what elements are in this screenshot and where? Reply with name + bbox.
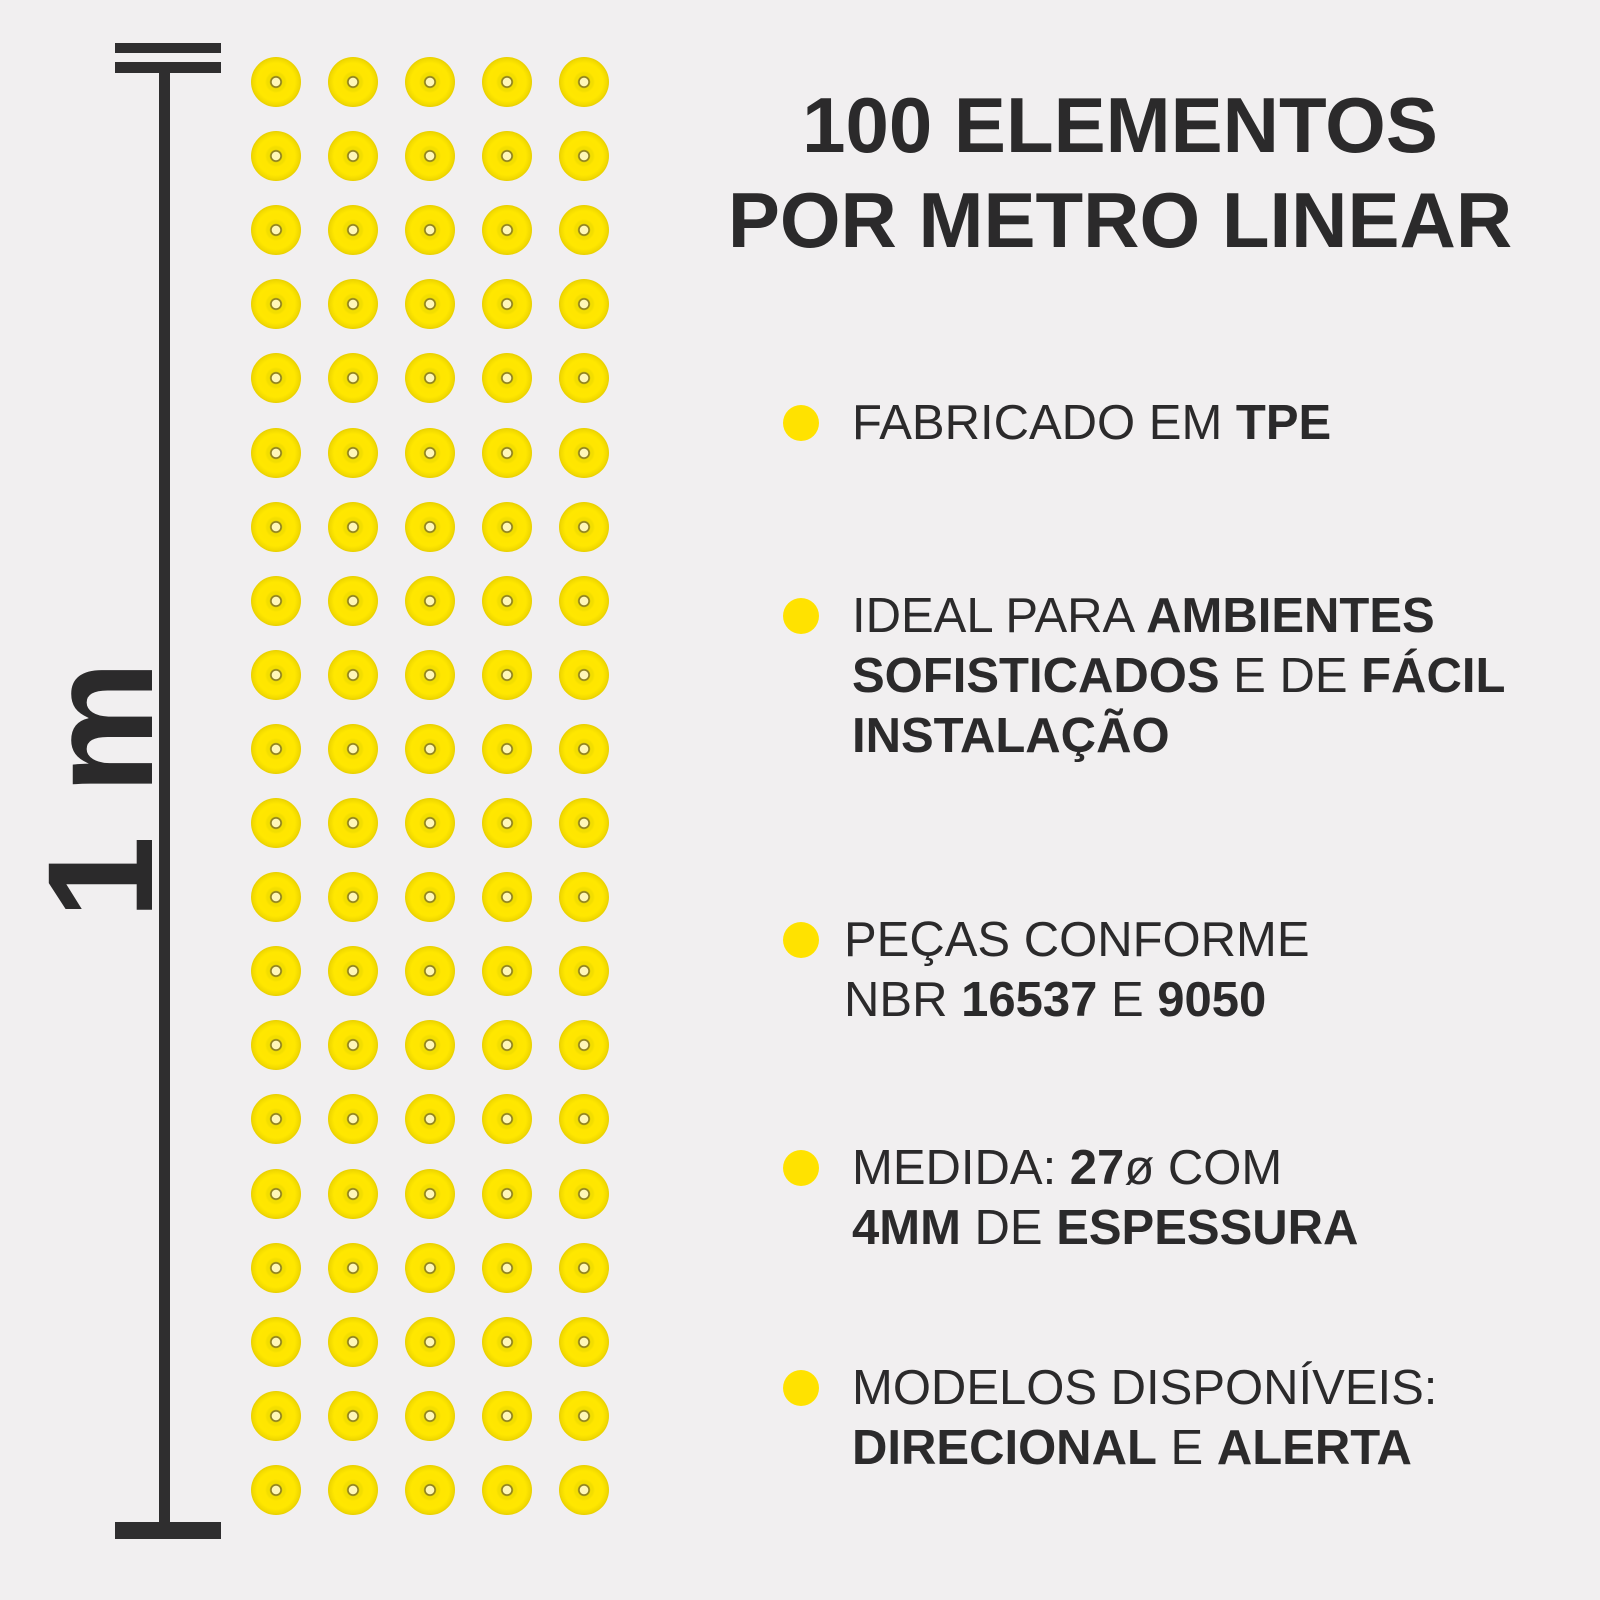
- tactile-stud: [405, 946, 455, 996]
- tactile-stud: [251, 798, 301, 848]
- tactile-stud: [482, 1020, 532, 1070]
- feature-text: PEÇAS CONFORME: [844, 913, 1310, 967]
- tactile-stud: [405, 1465, 455, 1515]
- tactile-stud: [482, 1094, 532, 1144]
- feature-line: [844, 910, 1310, 970]
- bullet-icon: [783, 1370, 819, 1406]
- feature-text: MEDIDA:: [852, 1141, 1070, 1195]
- tactile-stud: [405, 353, 455, 403]
- bullet-icon: [783, 598, 819, 634]
- tactile-stud: [405, 279, 455, 329]
- tactile-stud: [251, 946, 301, 996]
- tactile-stud: [405, 872, 455, 922]
- tactile-stud: [405, 724, 455, 774]
- tactile-stud: [328, 872, 378, 922]
- feature-text-bold: DIRECIONAL: [852, 1421, 1157, 1475]
- tactile-stud: [328, 1317, 378, 1367]
- tactile-stud: [559, 1465, 609, 1515]
- tactile-stud: [482, 1465, 532, 1515]
- tactile-stud: [559, 1317, 609, 1367]
- tactile-stud: [328, 1465, 378, 1515]
- tactile-stud: [559, 1169, 609, 1219]
- tactile-stud: [559, 798, 609, 848]
- tactile-stud: [482, 131, 532, 181]
- tactile-stud: [251, 1465, 301, 1515]
- tactile-stud: [559, 576, 609, 626]
- feature-text-bold: ESPESSURA: [1056, 1201, 1359, 1255]
- tactile-stud: [559, 57, 609, 107]
- tactile-stud: [482, 650, 532, 700]
- feature-text-bold: 9050: [1157, 973, 1267, 1027]
- tactile-stud: [251, 1391, 301, 1441]
- tactile-stud: [405, 1169, 455, 1219]
- tactile-stud: [405, 1317, 455, 1367]
- tactile-stud: [251, 1317, 301, 1367]
- tactile-stud: [251, 724, 301, 774]
- feature-text-bold: TPE: [1235, 396, 1332, 450]
- feature-text: NBR: [844, 973, 962, 1027]
- tactile-stud: [251, 1094, 301, 1144]
- tactile-stud: [328, 279, 378, 329]
- bullet-icon: [783, 922, 819, 958]
- tactile-stud: [405, 576, 455, 626]
- tactile-stud: [328, 131, 378, 181]
- tactile-stud: [251, 502, 301, 552]
- feature-text-bold: ALERTA: [1216, 1421, 1412, 1475]
- tactile-stud: [559, 1094, 609, 1144]
- feature-text: ø COM: [1124, 1141, 1283, 1195]
- title-line-2: POR METRO LINEAR: [727, 176, 1513, 264]
- tactile-stud: [328, 1169, 378, 1219]
- tactile-stud: [251, 1020, 301, 1070]
- tactile-stud: [559, 428, 609, 478]
- feature-text-bold: SOFISTICADOS: [852, 649, 1220, 703]
- tactile-stud: [251, 1169, 301, 1219]
- feature-line: [852, 393, 1331, 453]
- bullet-icon: [783, 1150, 819, 1186]
- tactile-stud: [559, 724, 609, 774]
- feature-ambientes: [852, 586, 1505, 766]
- feature-text-bold: AMBIENTES: [1146, 589, 1435, 643]
- feature-norma: [844, 910, 1310, 1030]
- tactile-stud: [405, 1391, 455, 1441]
- tactile-stud: [559, 1243, 609, 1293]
- tactile-stud: [559, 946, 609, 996]
- bullet-icon: [783, 405, 819, 441]
- tactile-stud: [559, 205, 609, 255]
- tactile-stud: [251, 428, 301, 478]
- feature-line: [852, 646, 1505, 706]
- tactile-stud: [482, 576, 532, 626]
- tactile-stud: [405, 502, 455, 552]
- tactile-stud: [559, 650, 609, 700]
- feature-text-bold: INSTALAÇÃO: [852, 709, 1170, 763]
- tactile-stud: [482, 1243, 532, 1293]
- feature-line: [852, 1198, 1358, 1258]
- tactile-stud: [405, 131, 455, 181]
- tactile-stud: [405, 650, 455, 700]
- feature-material: [852, 393, 1331, 453]
- feature-text: DE: [960, 1201, 1057, 1255]
- feature-text: IDEAL PARA: [852, 589, 1147, 643]
- feature-line: [852, 706, 1505, 766]
- tactile-stud: [251, 279, 301, 329]
- tactile-stud: [482, 1391, 532, 1441]
- tactile-stud: [405, 428, 455, 478]
- tactile-stud: [328, 798, 378, 848]
- title-line-1: 100 ELEMENTOS: [802, 81, 1438, 169]
- tactile-stud: [482, 872, 532, 922]
- feature-modelos: [852, 1358, 1437, 1478]
- tactile-stud: [251, 576, 301, 626]
- tactile-stud: [328, 353, 378, 403]
- feature-medida: [852, 1138, 1358, 1258]
- stud-grid: [0, 0, 640, 1600]
- tactile-stud: [482, 798, 532, 848]
- tactile-stud: [482, 502, 532, 552]
- tactile-stud: [482, 205, 532, 255]
- feature-text: E DE: [1219, 649, 1362, 703]
- tactile-stud: [328, 428, 378, 478]
- tactile-stud: [328, 576, 378, 626]
- tactile-stud: [559, 1391, 609, 1441]
- tactile-stud: [482, 946, 532, 996]
- tactile-stud: [328, 1094, 378, 1144]
- tactile-stud: [251, 1243, 301, 1293]
- tactile-stud: [482, 57, 532, 107]
- feature-line: [852, 1358, 1437, 1418]
- tactile-stud: [251, 57, 301, 107]
- tactile-stud: [328, 57, 378, 107]
- tactile-stud: [405, 1243, 455, 1293]
- tactile-stud: [482, 428, 532, 478]
- feature-text-bold: 4MM: [852, 1201, 961, 1255]
- tactile-stud: [251, 131, 301, 181]
- tactile-stud: [405, 205, 455, 255]
- tactile-stud: [559, 279, 609, 329]
- feature-line: [852, 1138, 1358, 1198]
- tactile-stud: [559, 502, 609, 552]
- tactile-stud: [559, 872, 609, 922]
- feature-line: [852, 586, 1505, 646]
- tactile-stud: [482, 724, 532, 774]
- tactile-stud: [482, 1317, 532, 1367]
- feature-text: MODELOS DISPONÍVEIS:: [852, 1361, 1438, 1415]
- tactile-stud: [328, 1020, 378, 1070]
- tactile-stud: [328, 650, 378, 700]
- feature-line: [844, 970, 1310, 1030]
- tactile-stud: [328, 946, 378, 996]
- tactile-stud: [405, 1094, 455, 1144]
- page-title: [680, 78, 1560, 268]
- tactile-stud: [405, 57, 455, 107]
- tactile-stud: [328, 724, 378, 774]
- tactile-stud: [251, 872, 301, 922]
- tactile-stud: [559, 353, 609, 403]
- tactile-stud: [251, 205, 301, 255]
- tactile-stud: [251, 353, 301, 403]
- tactile-stud: [328, 1243, 378, 1293]
- feature-text-bold: FÁCIL: [1361, 649, 1506, 703]
- tactile-stud: [559, 1020, 609, 1070]
- tactile-stud: [405, 798, 455, 848]
- tactile-stud: [482, 279, 532, 329]
- tactile-stud: [328, 1391, 378, 1441]
- feature-text-bold: 16537: [961, 973, 1098, 1027]
- tactile-stud: [251, 650, 301, 700]
- ruler-length-label: 1 m: [16, 660, 184, 920]
- tactile-stud: [482, 353, 532, 403]
- feature-text: E: [1097, 973, 1158, 1027]
- tactile-stud: [405, 1020, 455, 1070]
- tactile-stud: [328, 205, 378, 255]
- feature-text: E: [1156, 1421, 1217, 1475]
- tactile-stud: [559, 131, 609, 181]
- tactile-stud: [482, 1169, 532, 1219]
- tactile-stud: [328, 502, 378, 552]
- feature-text: FABRICADO EM: [852, 396, 1236, 450]
- feature-text-bold: 27: [1069, 1141, 1125, 1195]
- feature-line: [852, 1418, 1437, 1478]
